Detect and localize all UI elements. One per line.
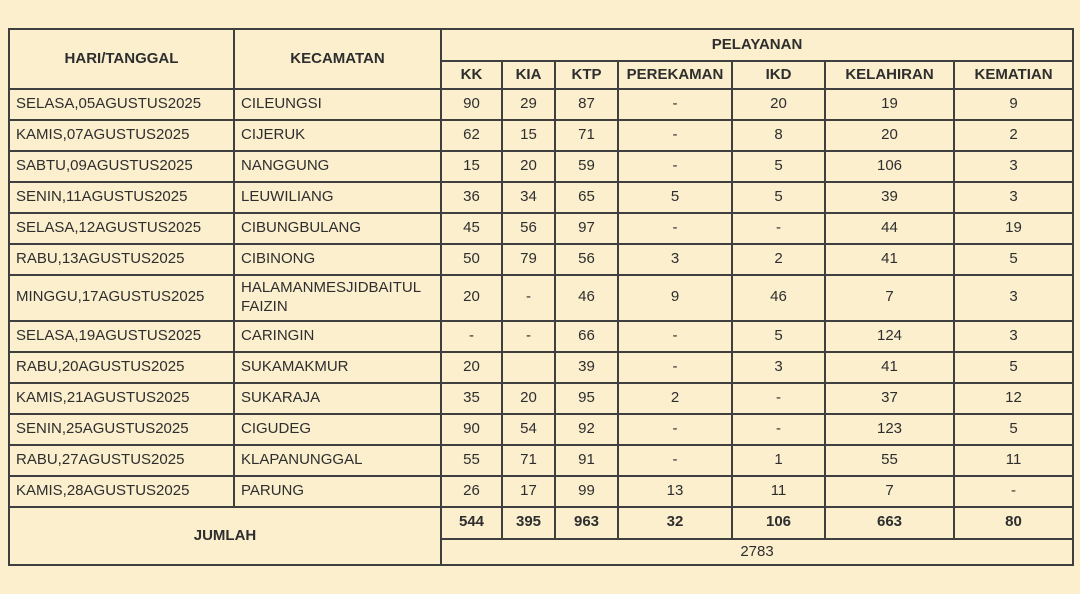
value-cell: 55 (441, 445, 502, 476)
value-cell: 55 (825, 445, 954, 476)
value-cell: 92 (555, 414, 618, 445)
value-cell: 66 (555, 321, 618, 352)
kecamatan-cell: CARINGIN (234, 321, 441, 352)
header-hari-tanggal: HARI/TANGGAL (9, 29, 234, 89)
value-cell: 5 (954, 244, 1073, 275)
date-cell: KAMIS,07AGUSTUS2025 (9, 120, 234, 151)
value-cell (502, 352, 555, 383)
value-cell: 124 (825, 321, 954, 352)
value-cell: 90 (441, 414, 502, 445)
kecamatan-cell: CIBUNGBULANG (234, 213, 441, 244)
value-cell: 1 (732, 445, 825, 476)
value-cell: - (618, 352, 732, 383)
table-row (9, 445, 1073, 476)
kecamatan-cell: SUKAMAKMUR (234, 352, 441, 383)
value-cell: 99 (555, 476, 618, 507)
value-cell: 123 (825, 414, 954, 445)
date-cell: RABU,20AGUSTUS2025 (9, 352, 234, 383)
value-cell: 59 (555, 151, 618, 182)
value-cell: - (618, 414, 732, 445)
value-cell: 3 (954, 182, 1073, 213)
header-row-top (9, 29, 1073, 61)
header-col-kia: KIA (502, 61, 555, 89)
value-cell: - (618, 321, 732, 352)
value-cell: 45 (441, 213, 502, 244)
kecamatan-cell: SUKARAJA (234, 383, 441, 414)
value-cell: 20 (825, 120, 954, 151)
value-cell: 54 (502, 414, 555, 445)
total-cell: 663 (825, 507, 954, 539)
total-cell: 106 (732, 507, 825, 539)
value-cell: 7 (825, 476, 954, 507)
value-cell: 13 (618, 476, 732, 507)
value-cell: 26 (441, 476, 502, 507)
totals-row (9, 507, 1073, 539)
value-cell: 3 (618, 244, 732, 275)
kecamatan-cell: CIJERUK (234, 120, 441, 151)
kecamatan-cell: NANGGUNG (234, 151, 441, 182)
table-row (9, 244, 1073, 275)
header-col-ikd: IKD (732, 61, 825, 89)
value-cell: 91 (555, 445, 618, 476)
value-cell: 71 (555, 120, 618, 151)
value-cell: 20 (441, 352, 502, 383)
value-cell: 15 (502, 120, 555, 151)
value-cell: 5 (954, 414, 1073, 445)
value-cell: 9 (618, 275, 732, 321)
value-cell: - (502, 321, 555, 352)
date-cell: RABU,13AGUSTUS2025 (9, 244, 234, 275)
value-cell: 19 (954, 213, 1073, 244)
value-cell: 56 (502, 213, 555, 244)
value-cell: 3 (954, 151, 1073, 182)
value-cell: 46 (732, 275, 825, 321)
table-row (9, 321, 1073, 352)
value-cell: 9 (954, 89, 1073, 120)
value-cell: 39 (825, 182, 954, 213)
value-cell: 71 (502, 445, 555, 476)
kecamatan-cell: CIBINONG (234, 244, 441, 275)
value-cell: 5 (618, 182, 732, 213)
table-row (9, 120, 1073, 151)
value-cell: 90 (441, 89, 502, 120)
table-row (9, 182, 1073, 213)
value-cell: 46 (555, 275, 618, 321)
value-cell: 3 (954, 321, 1073, 352)
jumlah-label: JUMLAH (9, 507, 441, 566)
value-cell: - (732, 213, 825, 244)
value-cell: 5 (732, 321, 825, 352)
kecamatan-cell: HALAMANMESJIDBAITUL FAIZIN (234, 275, 441, 321)
header-pelayanan: PELAYANAN (441, 29, 1073, 61)
value-cell: 62 (441, 120, 502, 151)
header-col-ktp: KTP (555, 61, 618, 89)
date-cell: KAMIS,21AGUSTUS2025 (9, 383, 234, 414)
value-cell: - (732, 414, 825, 445)
date-cell: RABU,27AGUSTUS2025 (9, 445, 234, 476)
header-col-kk: KK (441, 61, 502, 89)
value-cell: - (954, 476, 1073, 507)
total-cell: 80 (954, 507, 1073, 539)
value-cell: 34 (502, 182, 555, 213)
value-cell: - (618, 445, 732, 476)
value-cell: 29 (502, 89, 555, 120)
table-row (9, 352, 1073, 383)
kecamatan-cell: KLAPANUNGGAL (234, 445, 441, 476)
total-cell: 963 (555, 507, 618, 539)
table-row (9, 213, 1073, 244)
value-cell: 20 (732, 89, 825, 120)
value-cell: - (618, 151, 732, 182)
header-col-kematian: KEMATIAN (954, 61, 1073, 89)
date-cell: SABTU,09AGUSTUS2025 (9, 151, 234, 182)
table-row (9, 151, 1073, 182)
value-cell: 87 (555, 89, 618, 120)
value-cell: 5 (732, 182, 825, 213)
value-cell: 35 (441, 383, 502, 414)
value-cell: 95 (555, 383, 618, 414)
value-cell: 20 (502, 151, 555, 182)
value-cell: 41 (825, 244, 954, 275)
value-cell: 12 (954, 383, 1073, 414)
value-cell: 56 (555, 244, 618, 275)
value-cell: 2 (954, 120, 1073, 151)
kecamatan-cell: PARUNG (234, 476, 441, 507)
header-col-perekaman: PEREKAMAN (618, 61, 732, 89)
value-cell: 11 (732, 476, 825, 507)
kecamatan-cell: CIGUDEG (234, 414, 441, 445)
value-cell: 5 (954, 352, 1073, 383)
total-cell: 395 (502, 507, 555, 539)
value-cell: - (618, 213, 732, 244)
date-cell: MINGGU,17AGUSTUS2025 (9, 275, 234, 321)
table-row (9, 476, 1073, 507)
grand-total-cell: 2783 (441, 539, 1073, 566)
pelayanan-table (8, 28, 1074, 566)
date-cell: SELASA,12AGUSTUS2025 (9, 213, 234, 244)
table-row (9, 89, 1073, 120)
value-cell: 65 (555, 182, 618, 213)
value-cell: 19 (825, 89, 954, 120)
value-cell: 2 (618, 383, 732, 414)
table-row (9, 383, 1073, 414)
value-cell: 11 (954, 445, 1073, 476)
value-cell: 20 (502, 383, 555, 414)
value-cell: 5 (732, 151, 825, 182)
total-cell: 544 (441, 507, 502, 539)
value-cell: 50 (441, 244, 502, 275)
table-row (9, 275, 1073, 321)
header-col-kelahiran: KELAHIRAN (825, 61, 954, 89)
value-cell: - (441, 321, 502, 352)
header-kecamatan: KECAMATAN (234, 29, 441, 89)
value-cell: 37 (825, 383, 954, 414)
value-cell: - (618, 89, 732, 120)
date-cell: SELASA,19AGUSTUS2025 (9, 321, 234, 352)
value-cell: - (502, 275, 555, 321)
value-cell: 44 (825, 213, 954, 244)
value-cell: 97 (555, 213, 618, 244)
value-cell: 79 (502, 244, 555, 275)
value-cell: - (618, 120, 732, 151)
value-cell: 41 (825, 352, 954, 383)
value-cell: 17 (502, 476, 555, 507)
table-row (9, 414, 1073, 445)
value-cell: - (732, 383, 825, 414)
value-cell: 106 (825, 151, 954, 182)
value-cell: 15 (441, 151, 502, 182)
date-cell: SENIN,25AGUSTUS2025 (9, 414, 234, 445)
value-cell: 39 (555, 352, 618, 383)
date-cell: SELASA,05AGUSTUS2025 (9, 89, 234, 120)
date-cell: SENIN,11AGUSTUS2025 (9, 182, 234, 213)
kecamatan-cell: CILEUNGSI (234, 89, 441, 120)
value-cell: 20 (441, 275, 502, 321)
date-cell: KAMIS,28AGUSTUS2025 (9, 476, 234, 507)
total-cell: 32 (618, 507, 732, 539)
value-cell: 36 (441, 182, 502, 213)
value-cell: 3 (732, 352, 825, 383)
kecamatan-cell: LEUWILIANG (234, 182, 441, 213)
value-cell: 8 (732, 120, 825, 151)
value-cell: 2 (732, 244, 825, 275)
value-cell: 3 (954, 275, 1073, 321)
value-cell: 7 (825, 275, 954, 321)
